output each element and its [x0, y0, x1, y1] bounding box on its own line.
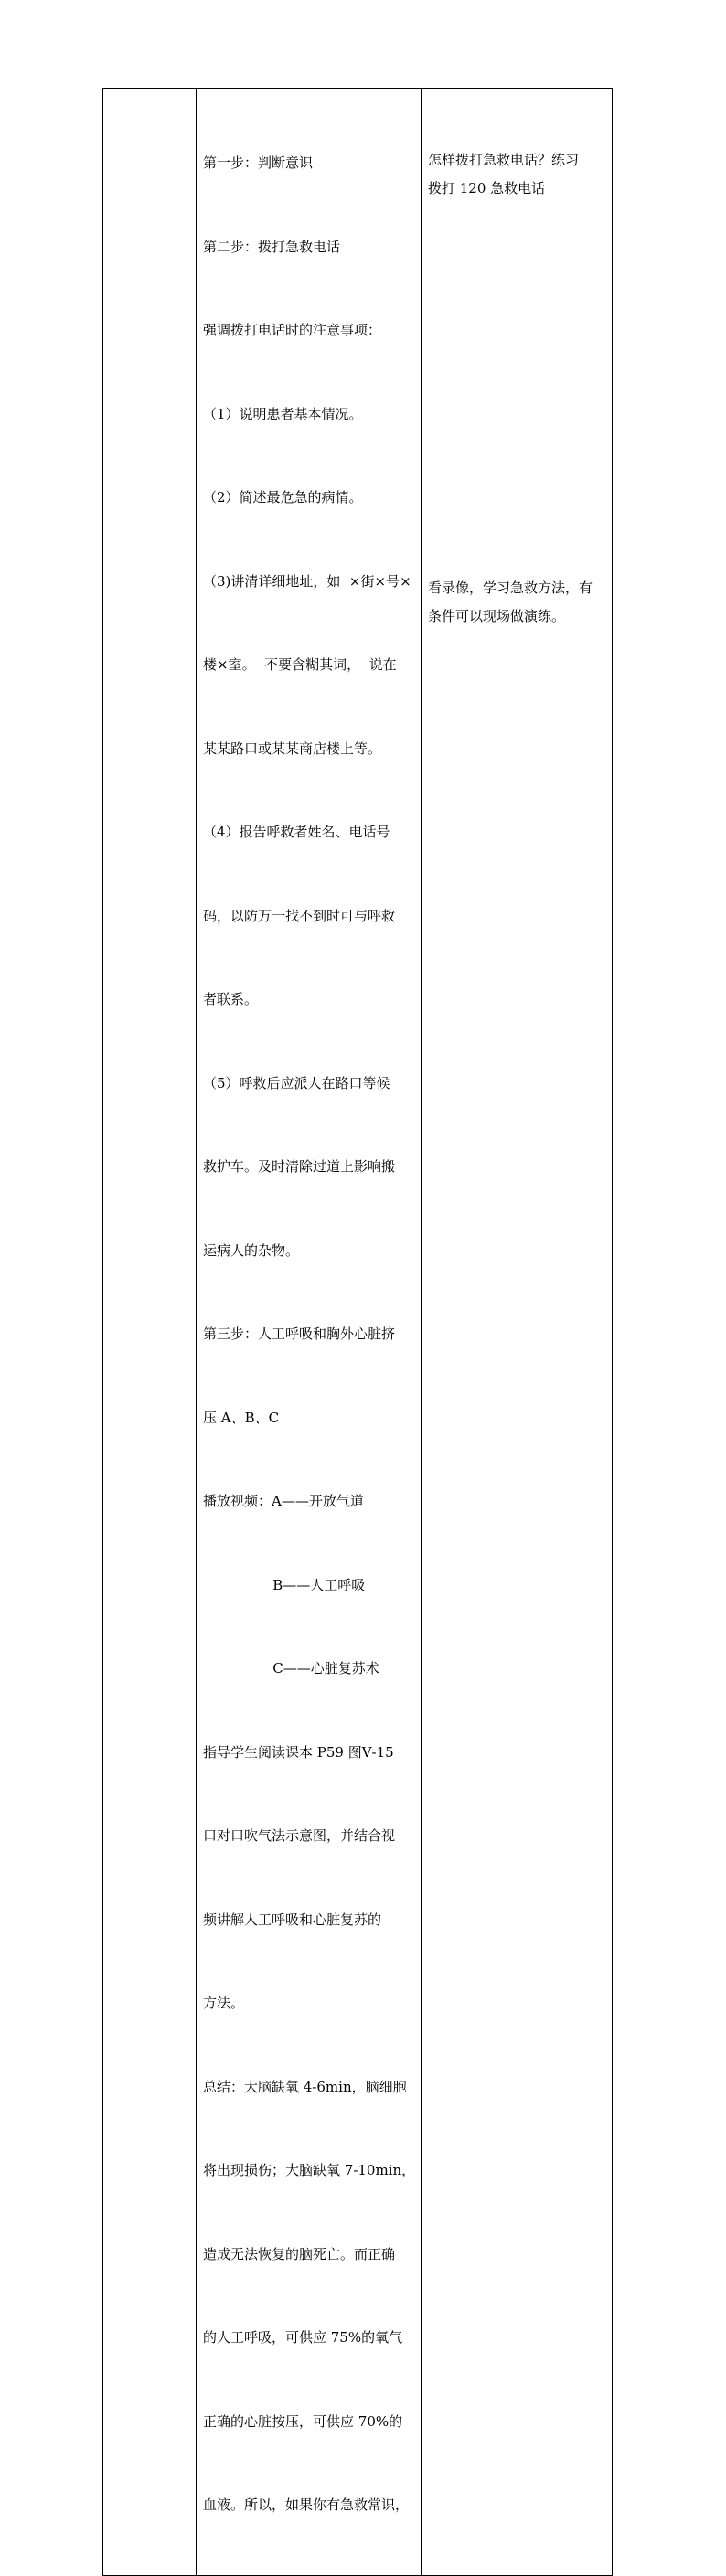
text-line: 造成无法恢复的脑死亡。而正确	[203, 2245, 396, 2262]
text-line: 强调拨打电话时的注意事项：	[203, 322, 382, 338]
text-line: 条件可以现场做演练。	[428, 608, 566, 624]
lesson-plan-table	[102, 88, 613, 2576]
text-line: 总结：大脑缺氧 4-6min，脑细胞	[203, 2078, 407, 2095]
text-line: 运病人的杂物。	[203, 1241, 300, 1259]
text-line: 拨打 120 急救电话	[428, 180, 546, 197]
text-line: 方法。	[203, 1995, 245, 2011]
student-activity-cell	[422, 89, 613, 2576]
text-line: （3)讲清详细地址，如 ×街×号×	[203, 572, 411, 590]
text-line: （5）呼救后应派人在路口等候	[203, 1074, 390, 1091]
text-line: 频讲解人工呼吸和心脏复苏的	[203, 1911, 382, 1928]
text-line: （4）报告呼救者姓名、电话号	[203, 824, 390, 840]
empty-left-cell	[103, 89, 197, 2576]
text-line: （2）简述最危急的病情。	[203, 489, 363, 506]
text-line: （1）说明患者基本情况。	[203, 405, 363, 422]
text-line: 第三步：人工呼吸和胸外心脏挤	[203, 1325, 396, 1342]
teacher-activity-cell	[197, 89, 422, 2576]
text-line: 指导学生阅读课本 P59 图Ⅴ-15	[203, 1743, 394, 1761]
text-line: 救护车。及时清除过道上影响搬	[203, 1158, 396, 1175]
text-line: 播放视频：A——开放气道	[203, 1493, 364, 1509]
text-line: B——人工呼吸	[203, 1576, 366, 1593]
text-line: 的人工呼吸，可供应 75%的氧气	[203, 2329, 403, 2346]
text-line: 某某路口或某某商店楼上等。	[203, 740, 382, 757]
text-line: 怎样拨打急救电话？练习	[428, 152, 580, 168]
text-line: 压 A、B、C	[203, 1409, 280, 1426]
text-line: 看录像，学习急救方法，有	[428, 580, 593, 596]
text-line: 第二步：拨打急救电话	[203, 238, 341, 255]
text-line: C——心脏复苏术	[203, 1660, 379, 1677]
text-line: 楼×室。 不要含糊其词， 说在	[203, 656, 397, 673]
text-line: 者联系。	[203, 991, 259, 1007]
text-line: 正确的心脏按压，可供应 70%的	[203, 2412, 403, 2430]
text-line: 码，以防万一找不到时可与呼救	[203, 907, 396, 924]
text-line: 将出现损伤；大脑缺氧 7-10min，	[203, 2162, 416, 2178]
text-line: 口对口吹气法示意图，并结合视	[203, 1827, 396, 1844]
text-line: 血液。所以，如果你有急救常识，	[203, 2496, 410, 2513]
student-activity-note	[428, 574, 608, 631]
teacher-activity-text	[203, 93, 417, 2575]
table-row	[103, 89, 613, 2576]
student-activity-note	[428, 146, 608, 203]
text-line: 第一步：判断意识	[203, 154, 314, 171]
